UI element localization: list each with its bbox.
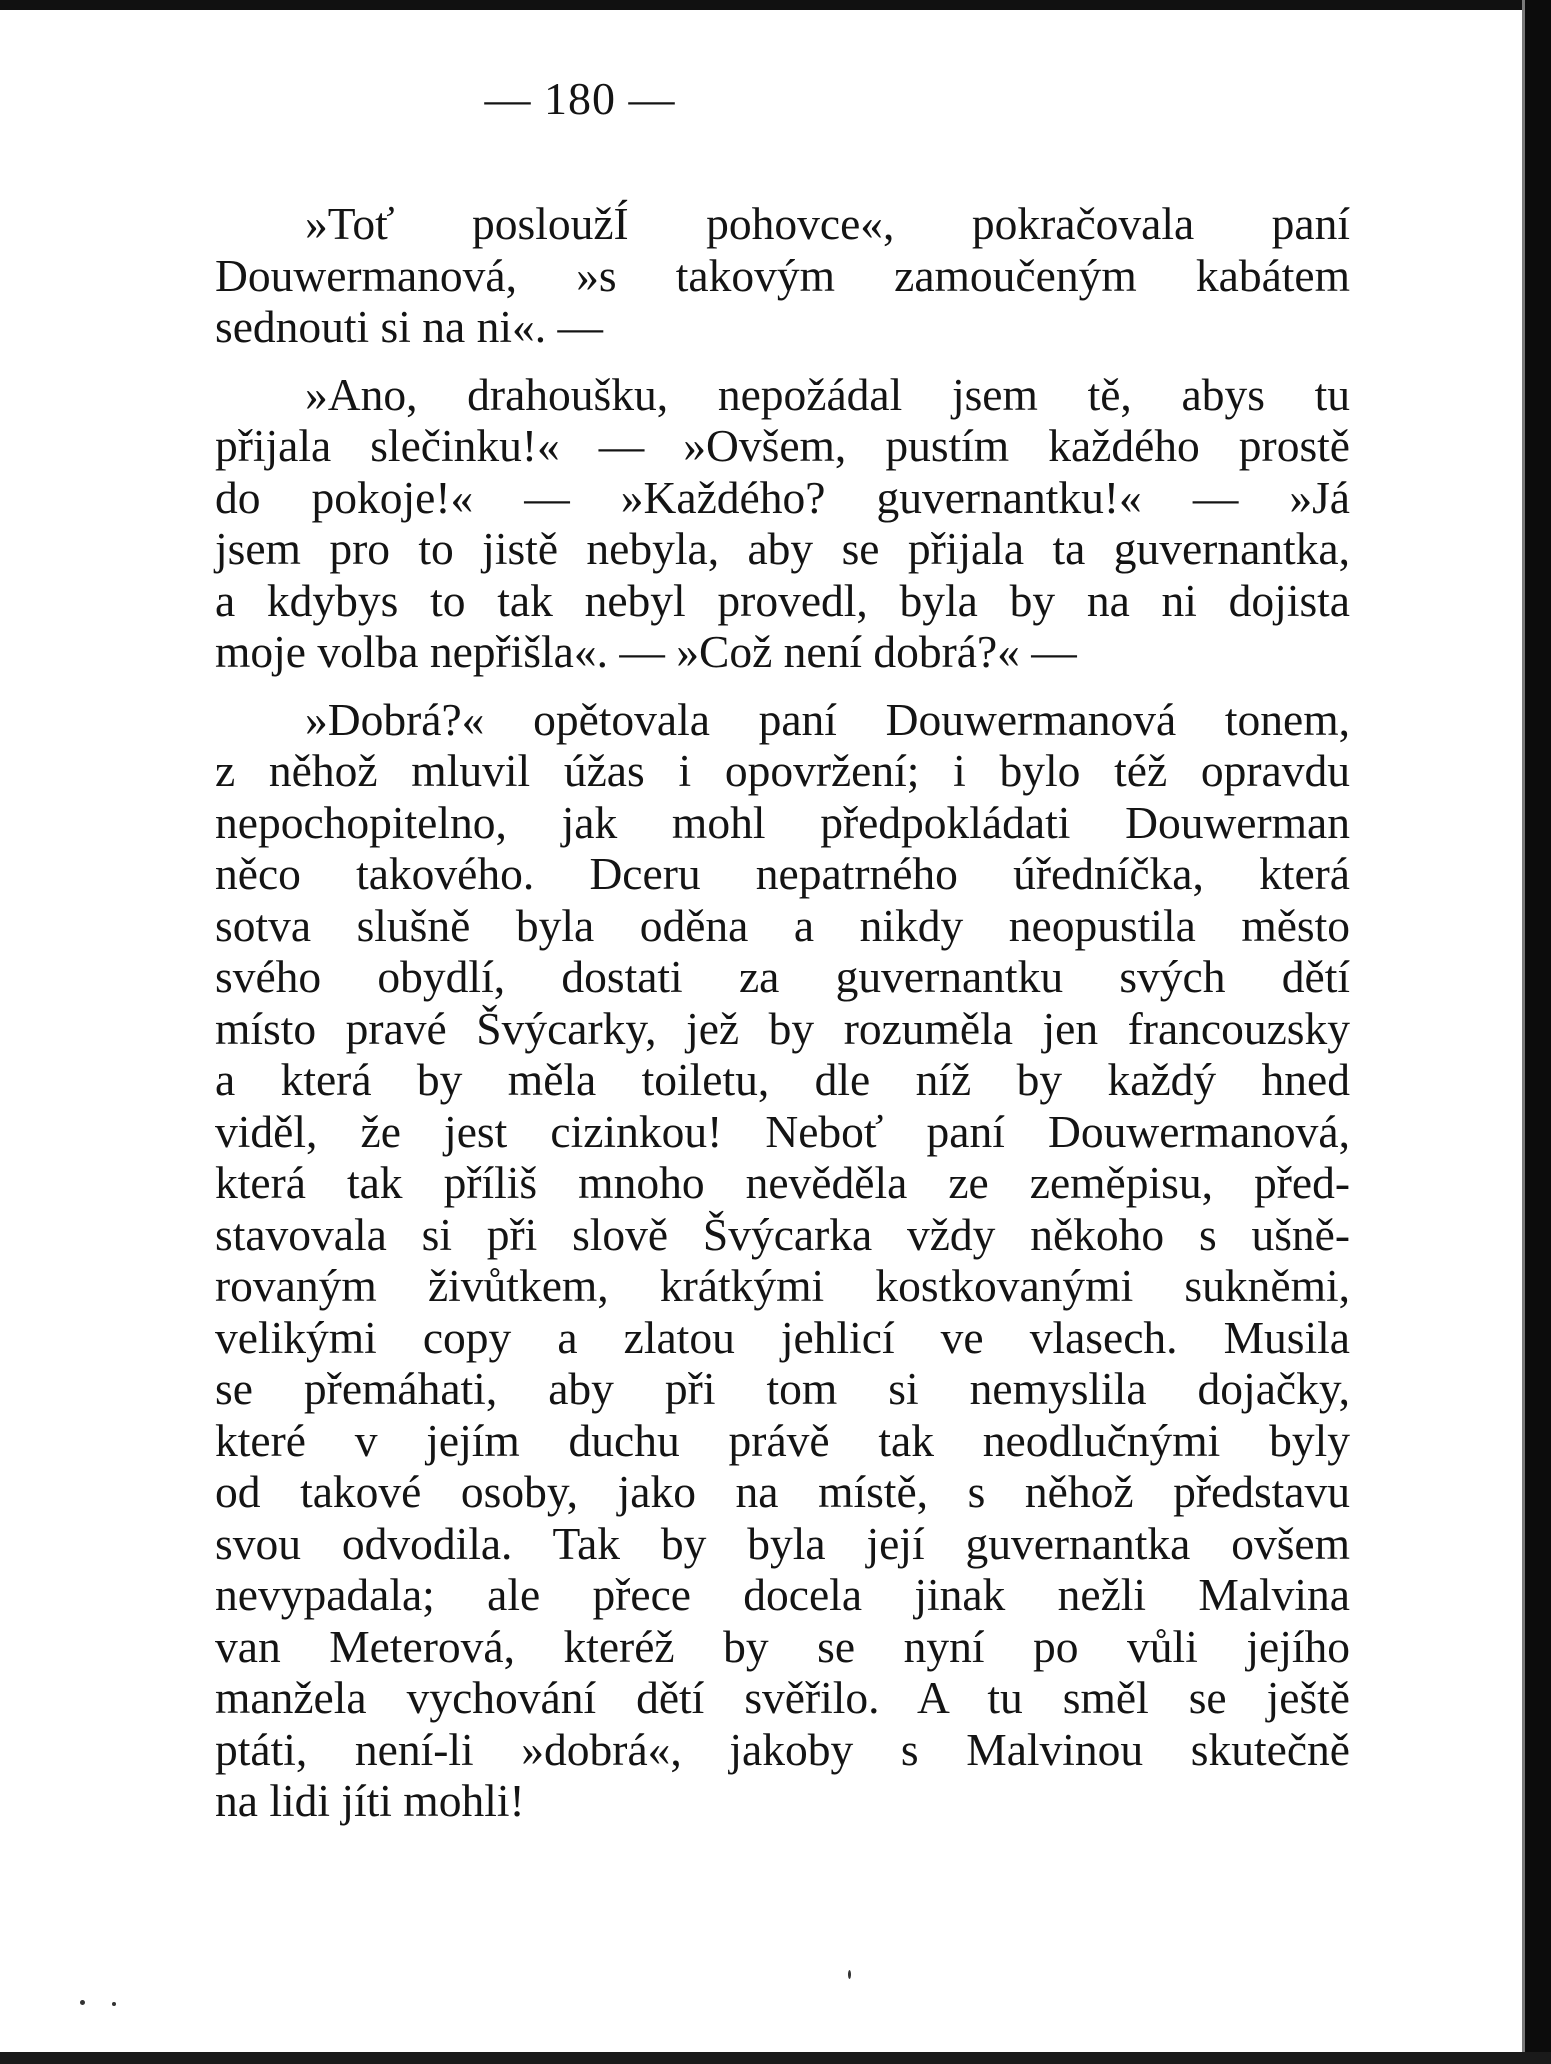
scan-speck <box>112 2002 116 2006</box>
body-text <box>215 198 1350 1827</box>
text-line: nevypadala; ale přece docela jinak nežli Malvina <box>215 1569 1350 1620</box>
text-line: manžela vychování dětí svěřilo. A tu směl se ještě <box>215 1672 1350 1723</box>
text-line: Douwermanová, »s takovým zamoučeným kabátem <box>215 249 1350 301</box>
page-number: — 180 — <box>484 73 676 124</box>
text-line: něco takového. Dceru nepatrného úředníčka, která <box>215 848 1350 899</box>
text-line: velikými copy a zlatou jehlicí ve vlasech. Musila <box>215 1311 1350 1363</box>
text-line: do pokoje!« — »Každého? guvernantku!« — »Já <box>215 471 1350 523</box>
text-line: ptáti, není-li »dobrá«, jakoby s Malvinou skutečně <box>215 1723 1350 1775</box>
text-line: a která by měla toiletu, dle níž by každý hned <box>215 1054 1350 1105</box>
text-line: od takové osoby, jako na místě, s něhož představu <box>215 1466 1350 1517</box>
text-line: přijala slečinku!« — »Ovšem, pustím každého prostě <box>215 420 1350 471</box>
text-line: svého obydlí, dostati za guvernantku svých dětí <box>215 951 1350 1002</box>
book-page <box>0 10 1522 2052</box>
text-line: viděl, že jest cizinkou! Neboť paní Douwermanová, <box>215 1105 1350 1157</box>
scan-border-top <box>0 0 1551 10</box>
text-line: z něhož mluvil úžas i opovržení; i bylo též opravdu <box>215 745 1350 796</box>
text-line: »Ano, drahoušku, nepožádal jsem tě, abys tu <box>305 368 1350 420</box>
paragraph-1 <box>215 198 1350 353</box>
text-line: van Meterová, kteréž by se nyní po vůli jejího <box>215 1620 1350 1672</box>
text-line: jsem pro to jistě nebyla, aby se přijala ta guvernantka, <box>215 523 1350 574</box>
paragraph-3 <box>215 694 1350 1827</box>
scan-speck <box>848 1970 851 1979</box>
text-line: sotva slušně byla oděna a nikdy neopustila město <box>215 899 1350 951</box>
text-line: stavovala si při slově Švýcarka vždy někoho s ušně- <box>215 1208 1350 1260</box>
text-line: a kdybys to tak nebyl provedl, byla by na ni dojista <box>215 574 1350 626</box>
text-line: sednouti si na ni«. — <box>215 301 603 352</box>
text-line: svou odvodila. Tak by byla její guvernantka ovšem <box>215 1517 1350 1569</box>
text-line: se přemáhati, aby při tom si nemyslila dojačky, <box>215 1363 1350 1414</box>
scan-border-right <box>1525 0 1551 2064</box>
text-line: která tak příliš mnoho nevěděla ze zeměpisu, před- <box>215 1157 1350 1208</box>
scan-border-bottom <box>0 2052 1551 2064</box>
text-line: moje volba nepřišla«. — »Což není dobrá?« — <box>215 626 1077 677</box>
scan-speck <box>80 2000 85 2005</box>
paragraph-2 <box>215 369 1350 678</box>
text-line: na lidi jíti mohli! <box>215 1775 525 1826</box>
text-line: rovaným živůtkem, krátkými kostkovanými sukněmi, <box>215 1260 1350 1311</box>
text-line: »Dobrá?« opětovala paní Douwermanová tonem, <box>305 693 1350 745</box>
text-line: nepochopitelno, jak mohl předpokládati Douwerman <box>215 796 1350 848</box>
text-line: místo pravé Švýcarky, jež by rozuměla jen francouzsky <box>215 1002 1350 1054</box>
text-line: které v jejím duchu právě tak neodlučnými byly <box>215 1414 1350 1466</box>
text-line: »Toť posloužÍ pohovce«, pokračovala paní <box>305 198 1350 249</box>
